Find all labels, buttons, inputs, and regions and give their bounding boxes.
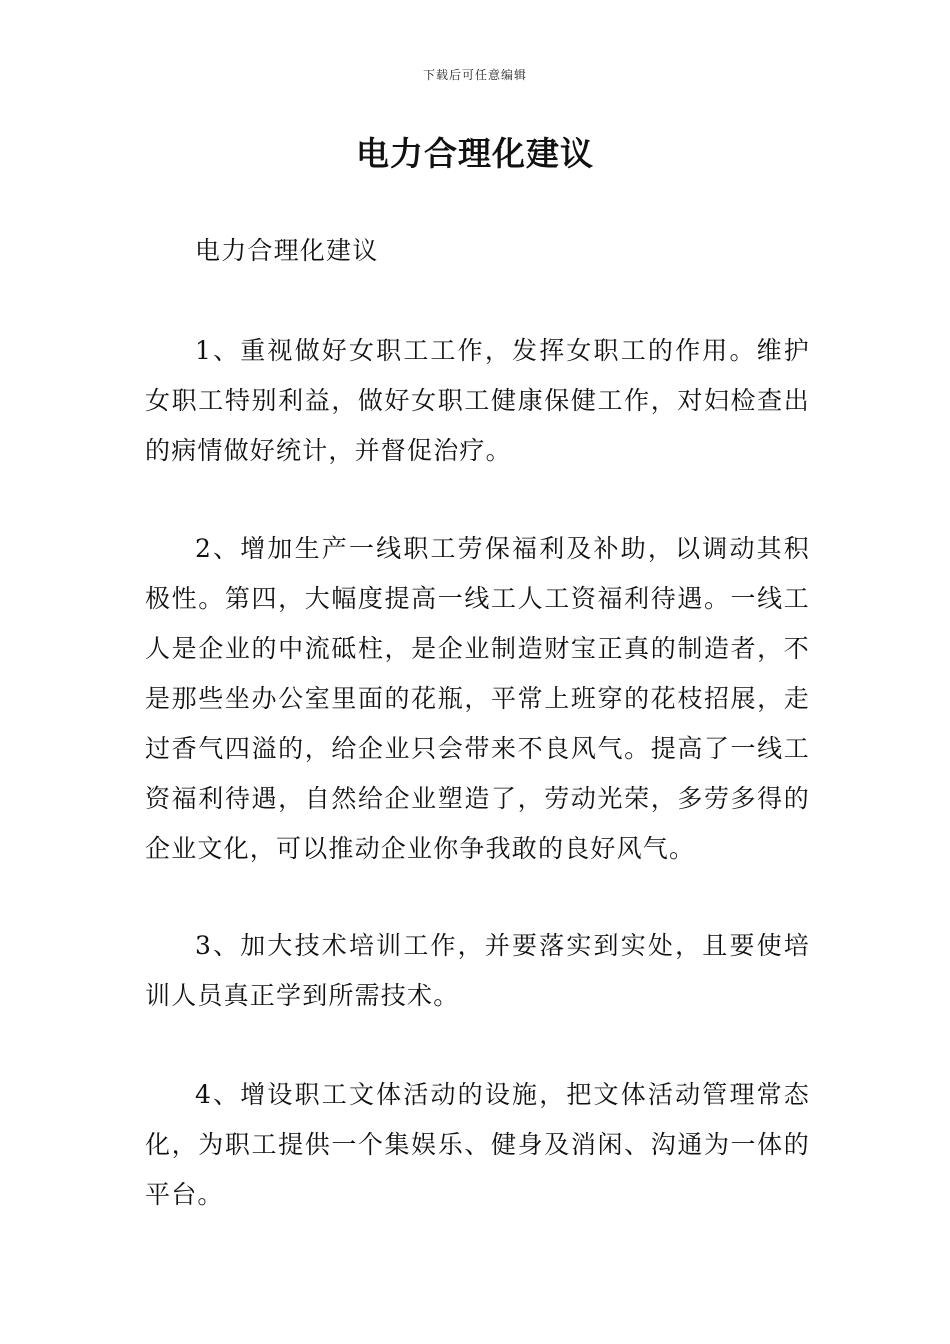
paragraph-2-container	[145, 524, 810, 874]
document-title: 电力合理化建议	[356, 134, 594, 173]
header-note: 下载后可任意编辑	[422, 68, 527, 82]
paragraph: 3、加大技术培训工作，并要落实到实处，且要使培训人员真正学到所需技术。	[145, 931, 810, 1010]
document-subtitle: 电力合理化建议	[195, 236, 379, 265]
paragraph-4-container	[145, 1070, 810, 1220]
paragraph-3-container	[145, 921, 810, 1021]
paragraph: 1、重视做好女职工工作，发挥女职工的作用。维护女职工特别利益，做好女职工健康保健工作，对妇检查出的病情做好统计，并督促治疗。	[145, 336, 810, 465]
paragraph: 2、增加生产一线职工劳保福利及补助，以调动其积极性。第四，大幅度提高一线工人工资福利待遇。一线工人是企业的中流砥柱，是企业制造财宝正真的制造者，不是那些坐办公室里面的花瓶，平常上班穿的花枝招展，走过香气四溢的，给企业只会带来不良风气。提高了一线工资福利待遇，自然给企业塑造了，劳动光荣，多劳多得的企业文化，可以推动企业你争我敢的良好风气。	[145, 534, 810, 863]
paragraph: 4、增设职工文体活动的设施，把文体活动管理常态化，为职工提供一个集娱乐、健身及消闲、沟通为一体的平台。	[145, 1080, 810, 1209]
paragraph-1-container	[145, 326, 810, 476]
